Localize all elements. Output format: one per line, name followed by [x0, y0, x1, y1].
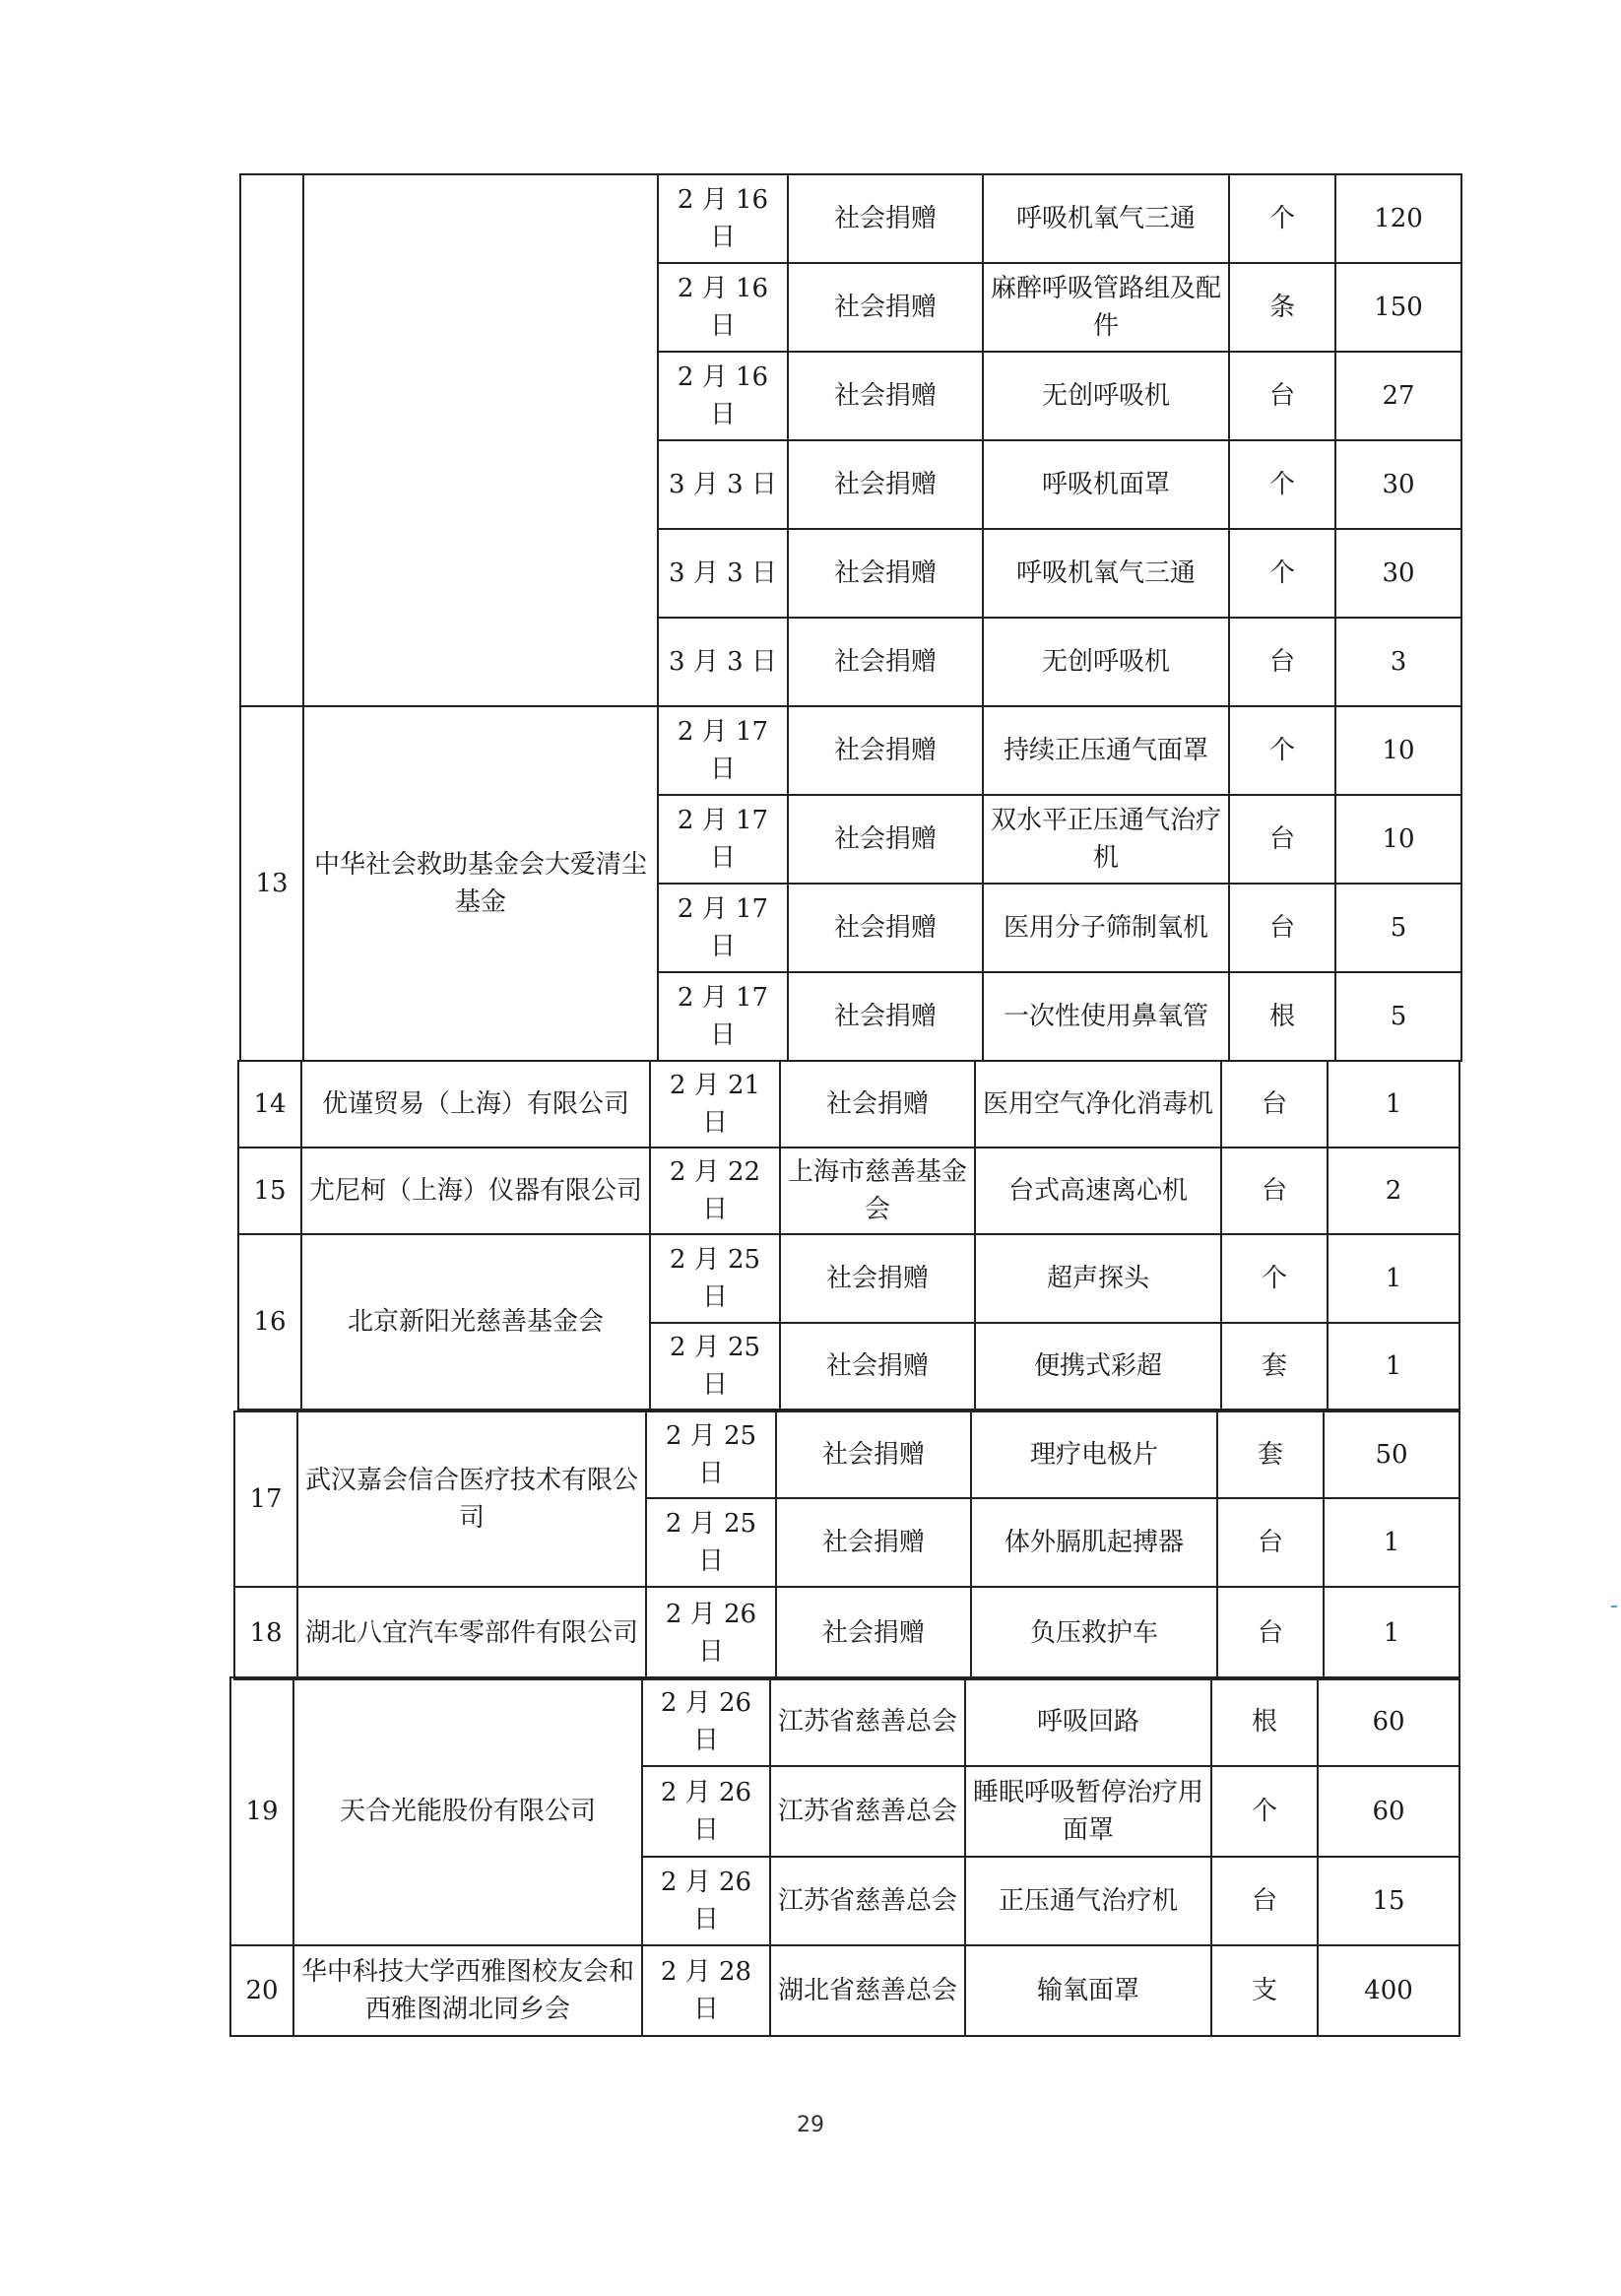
cell-unit: 根	[1229, 972, 1335, 1061]
cell-item: 睡眠呼吸暂停治疗用面罩	[965, 1766, 1211, 1857]
cell-channel: 社会捐赠	[788, 706, 983, 795]
cell-item: 理疗电极片	[971, 1411, 1217, 1498]
cell-channel: 湖北省慈善总会	[770, 1945, 965, 2036]
cell-qty: 120	[1335, 174, 1461, 263]
cell-donor: 天合光能股份有限公司	[293, 1677, 642, 1945]
cell-item: 双水平正压通气治疗机	[983, 795, 1229, 884]
cell-donor: 中华社会救助基金会大爱清尘基金	[303, 706, 658, 1061]
cell-date: 2 月 28 日	[642, 1945, 770, 2036]
cell-donor: 湖北八宜汽车零部件有限公司	[297, 1587, 646, 1679]
cell-qty: 150	[1335, 263, 1461, 352]
cell-qty: 10	[1335, 795, 1461, 884]
donation-table-part-b	[239, 705, 1462, 1062]
cell-qty: 30	[1335, 440, 1461, 529]
cell-channel: 社会捐赠	[788, 795, 983, 884]
cell-unit: 个	[1221, 1234, 1328, 1323]
cell-date: 2 月 16 日	[658, 174, 788, 263]
cell-channel: 江苏省慈善总会	[770, 1766, 965, 1857]
cell-unit: 台	[1217, 1498, 1324, 1587]
cell-channel: 社会捐赠	[776, 1587, 971, 1679]
cell-donor: 尤尼柯（上海）仪器有限公司	[301, 1148, 650, 1234]
cell-date: 3 月 3 日	[658, 440, 788, 529]
cell-item: 无创呼吸机	[983, 352, 1229, 440]
cell-channel: 社会捐赠	[788, 440, 983, 529]
cell-unit: 个	[1229, 706, 1335, 795]
table-row	[238, 1061, 1459, 1148]
table-row	[234, 1587, 1459, 1679]
cell-item: 医用分子筛制氧机	[983, 884, 1229, 972]
cell-unit: 个	[1229, 529, 1335, 618]
cell-date: 2 月 17 日	[658, 972, 788, 1061]
cell-num	[240, 174, 303, 706]
cell-num: 18	[234, 1587, 297, 1679]
cell-unit: 台	[1229, 795, 1335, 884]
cell-item: 超声探头	[975, 1234, 1221, 1323]
cell-date: 2 月 25 日	[650, 1323, 780, 1410]
table-row	[238, 1234, 1459, 1323]
cell-channel: 社会捐赠	[788, 529, 983, 618]
cell-channel: 社会捐赠	[788, 884, 983, 972]
cell-qty: 5	[1335, 884, 1461, 972]
cell-unit: 根	[1211, 1677, 1318, 1766]
cell-channel: 社会捐赠	[788, 263, 983, 352]
cell-channel: 社会捐赠	[780, 1234, 975, 1323]
cell-num: 13	[240, 706, 303, 1061]
cell-channel: 社会捐赠	[788, 972, 983, 1061]
cell-unit: 台	[1229, 352, 1335, 440]
cell-num: 14	[238, 1061, 301, 1148]
cell-donor	[303, 174, 658, 706]
cell-unit: 套	[1217, 1411, 1324, 1498]
cell-date: 3 月 3 日	[658, 529, 788, 618]
cell-qty: 60	[1318, 1677, 1459, 1766]
cell-item: 一次性使用鼻氧管	[983, 972, 1229, 1061]
cell-unit: 台	[1211, 1857, 1318, 1945]
cell-channel: 社会捐赠	[776, 1411, 971, 1498]
cell-qty: 5	[1335, 972, 1461, 1061]
cell-num: 17	[234, 1411, 297, 1587]
cell-item: 体外膈肌起搏器	[971, 1498, 1217, 1587]
cell-item: 持续正压通气面罩	[983, 706, 1229, 795]
cell-channel: 社会捐赠	[788, 618, 983, 706]
cell-date: 2 月 16 日	[658, 263, 788, 352]
cell-item: 医用空气净化消毒机	[975, 1061, 1221, 1148]
table-row	[230, 1945, 1459, 2036]
cell-date: 2 月 25 日	[646, 1411, 776, 1498]
cell-date: 2 月 25 日	[650, 1234, 780, 1323]
cell-date: 2 月 17 日	[658, 795, 788, 884]
cell-item: 呼吸机面罩	[983, 440, 1229, 529]
cell-item: 输氧面罩	[965, 1945, 1211, 2036]
table-row	[238, 1148, 1459, 1234]
cell-item: 呼吸机氧气三通	[983, 174, 1229, 263]
cell-channel: 江苏省慈善总会	[770, 1857, 965, 1945]
cell-qty: 1	[1324, 1587, 1459, 1679]
cell-channel: 社会捐赠	[776, 1498, 971, 1587]
cell-qty: 400	[1318, 1945, 1459, 2036]
cell-unit: 台	[1221, 1148, 1328, 1234]
cell-donor: 优谨贸易（上海）有限公司	[301, 1061, 650, 1148]
cell-qty: 1	[1328, 1234, 1459, 1323]
cell-qty: 2	[1328, 1148, 1459, 1234]
cell-num: 15	[238, 1148, 301, 1234]
cell-date: 2 月 21 日	[650, 1061, 780, 1148]
cell-item: 负压救护车	[971, 1587, 1217, 1679]
cell-item: 便携式彩超	[975, 1323, 1221, 1410]
cell-channel: 社会捐赠	[788, 174, 983, 263]
cell-date: 3 月 3 日	[658, 618, 788, 706]
cell-qty: 1	[1328, 1061, 1459, 1148]
cell-donor: 华中科技大学西雅图校友会和西雅图湖北同乡会	[293, 1945, 642, 2036]
cell-qty: 3	[1335, 618, 1461, 706]
cell-item: 呼吸回路	[965, 1677, 1211, 1766]
table-row	[234, 1411, 1459, 1498]
cell-qty: 60	[1318, 1766, 1459, 1857]
cell-channel: 社会捐赠	[788, 352, 983, 440]
cell-num: 20	[230, 1945, 293, 2036]
table-row	[240, 706, 1461, 795]
cell-qty: 50	[1324, 1411, 1459, 1498]
cell-item: 台式高速离心机	[975, 1148, 1221, 1234]
cell-date: 2 月 22 日	[650, 1148, 780, 1234]
cell-unit: 个	[1229, 174, 1335, 263]
cell-unit: 台	[1217, 1587, 1324, 1679]
scan-mark	[1611, 1606, 1617, 1607]
cell-qty: 1	[1324, 1498, 1459, 1587]
cell-item: 正压通气治疗机	[965, 1857, 1211, 1945]
donation-table-part-d	[233, 1410, 1460, 1680]
donation-table-part-a	[239, 173, 1462, 707]
cell-qty: 30	[1335, 529, 1461, 618]
cell-date: 2 月 17 日	[658, 706, 788, 795]
cell-item: 无创呼吸机	[983, 618, 1229, 706]
cell-date: 2 月 17 日	[658, 884, 788, 972]
cell-donor: 北京新阳光慈善基金会	[301, 1234, 650, 1410]
cell-unit: 台	[1229, 618, 1335, 706]
cell-unit: 套	[1221, 1323, 1328, 1410]
cell-date: 2 月 16 日	[658, 352, 788, 440]
cell-date: 2 月 25 日	[646, 1498, 776, 1587]
cell-qty: 10	[1335, 706, 1461, 795]
cell-unit: 个	[1229, 440, 1335, 529]
cell-num: 19	[230, 1677, 293, 1945]
cell-unit: 台	[1229, 884, 1335, 972]
cell-qty: 27	[1335, 352, 1461, 440]
cell-unit: 条	[1229, 263, 1335, 352]
cell-qty: 1	[1328, 1323, 1459, 1410]
donation-table-part-c	[237, 1060, 1460, 1410]
cell-donor: 武汉嘉会信合医疗技术有限公司	[297, 1411, 646, 1587]
cell-channel: 上海市慈善基金会	[780, 1148, 975, 1234]
cell-num: 16	[238, 1234, 301, 1410]
table-row	[240, 174, 1461, 263]
page-number: 29	[797, 2113, 824, 2137]
cell-unit: 个	[1211, 1766, 1318, 1857]
cell-channel: 社会捐赠	[780, 1323, 975, 1410]
cell-date: 2 月 26 日	[642, 1677, 770, 1766]
cell-item: 麻醉呼吸管路组及配件	[983, 263, 1229, 352]
cell-date: 2 月 26 日	[646, 1587, 776, 1679]
cell-item: 呼吸机氧气三通	[983, 529, 1229, 618]
table-row	[230, 1677, 1459, 1766]
cell-date: 2 月 26 日	[642, 1766, 770, 1857]
cell-unit: 台	[1221, 1061, 1328, 1148]
cell-channel: 社会捐赠	[780, 1061, 975, 1148]
cell-unit: 支	[1211, 1945, 1318, 2036]
donation-table-part-e	[229, 1676, 1460, 2037]
cell-channel: 江苏省慈善总会	[770, 1677, 965, 1766]
cell-qty: 15	[1318, 1857, 1459, 1945]
cell-date: 2 月 26 日	[642, 1857, 770, 1945]
